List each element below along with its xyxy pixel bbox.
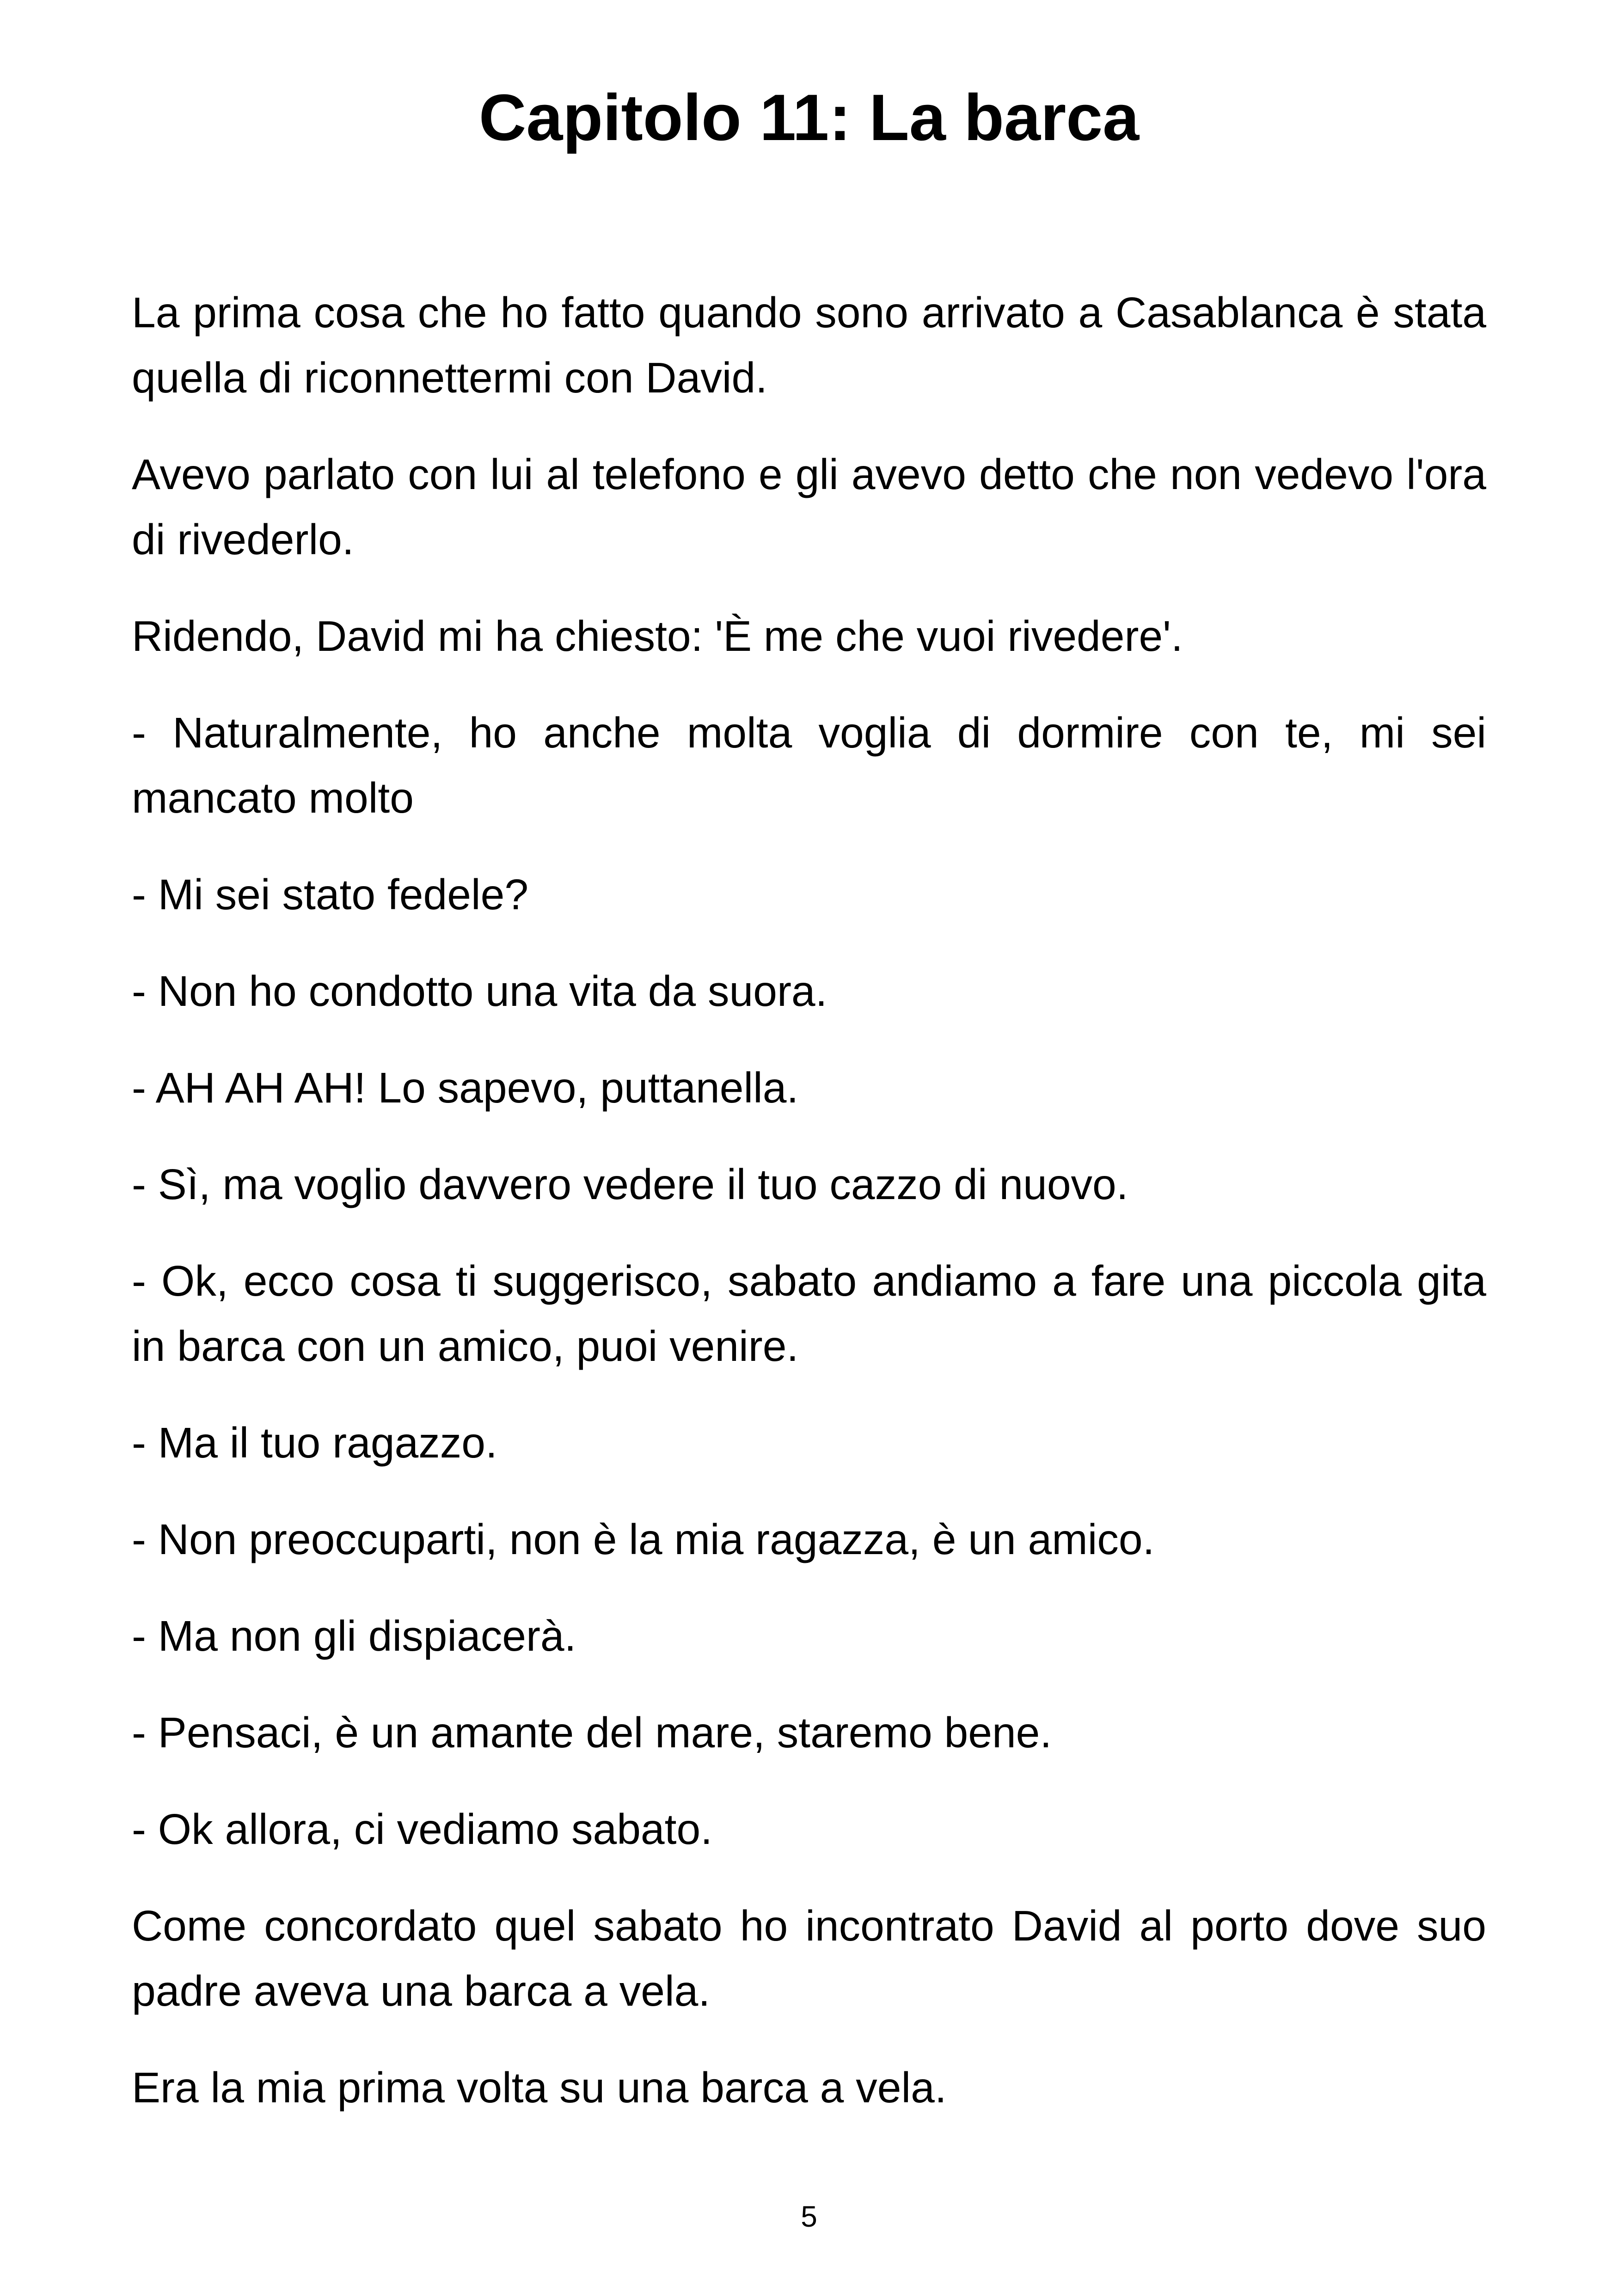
dialogue-line: - Ma il tuo ragazzo.: [132, 1419, 497, 1467]
dialogue-line: - Non preoccuparti, non è la mia ragazza, è un amico.: [132, 1515, 1155, 1563]
paragraph: Come concordato quel sabato ho incontrato David al porto dove suo padre aveva una barca a vela.: [132, 1902, 1486, 2015]
page-number: 5: [801, 2200, 817, 2233]
chapter-title: Capitolo 11: La barca: [478, 81, 1140, 154]
chapter-body: [132, 280, 1486, 2152]
paragraph: Avevo parlato con lui al telefono e gli avevo detto che non vedevo l'ora di rivederlo.: [132, 450, 1486, 563]
paragraph: - Naturalmente, ho anche molta voglia di dormire con te, mi sei mancato molto: [132, 709, 1486, 822]
dialogue-line: - Ok, ecco cosa ti suggerisco, sabato andiamo a fare una piccola gita in barca con un amico, puoi venire.: [132, 1257, 1486, 1370]
dialogue-line: - Ok allora, ci vediamo sabato.: [132, 1805, 713, 1853]
dialogue-line: - Pensaci, è un amante del mare, staremo bene.: [132, 1708, 1052, 1757]
dialogue-line: - Non ho condotto una vita da suora.: [132, 967, 827, 1015]
paragraph: Era la mia prima volta su una barca a vela.: [132, 2063, 947, 2112]
dialogue-line: - Mi sei stato fedele?: [132, 870, 529, 918]
dialogue-line: - Ma non gli dispiacerà.: [132, 1612, 576, 1660]
dialogue-line: - AH AH AH! Lo sapevo, puttanella.: [132, 1064, 799, 1112]
paragraph: La prima cosa che ho fatto quando sono arrivato a Casablanca è stata quella di riconnettermi con David.: [132, 288, 1486, 402]
dialogue-line: - Sì, ma voglio davvero vedere il tuo cazzo di nuovo.: [132, 1160, 1128, 1208]
paragraph: Ridendo, David mi ha chiesto: 'È me che vuoi rivedere'.: [132, 612, 1183, 660]
